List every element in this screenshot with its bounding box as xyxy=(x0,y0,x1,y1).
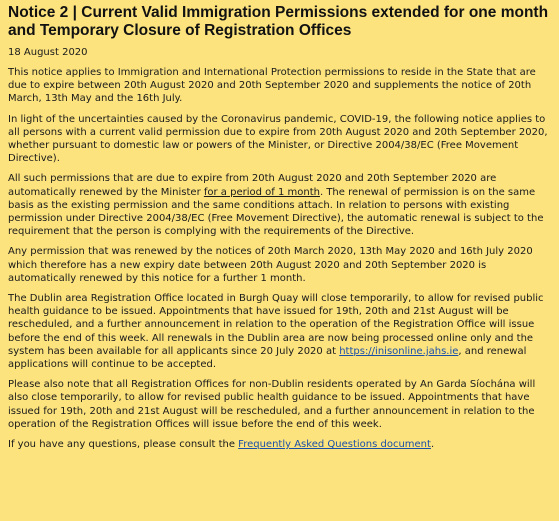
paragraph-questions xyxy=(8,438,551,451)
paragraph-scope: This notice applies to Immigration and International Protection permissions to reside in the State that are due to expire between 20th August 2020 and 20th September 2020 and supplements the notice of 20th March, 13th May and the 16th July. xyxy=(8,67,536,105)
paragraph-previous-renewals: Any permission that was renewed by the notices of 20th March 2020, 13th May 2020 and 16th July 2020 which therefore has a new expiry date between 20th August 2020 and 20th September 2020 is automatically renewed by this notice for a further 1 month. xyxy=(8,246,533,284)
dublin-text-start: The Dublin area Registration Office located in Burgh Quay will close temporarily, to allow for revised public health guidance to be issued. Appointments that have issued for 19th, 20th and 21st August will be rescheduled, and a further announcement in relation to the operation of the Registration Office will issue before the end of this week. All renewals in the Dublin area are now being processed online only and the system has been available for all applicants since 20 July 2020 at xyxy=(8,293,544,357)
questions-text-start: If you have any questions, please consult the xyxy=(8,439,239,451)
questions-text-end: . xyxy=(430,439,435,451)
paragraph-covid: In light of the uncertainties caused by the Coronavirus pandemic, COVID-19, the following notice applies to all persons with a current valid permission due to expire from 20th August 2020 and 20th September 2020, whether pursuant to domestic law or powers of the Minister, or Directive 2004/38/EC (Free Movement Directive). xyxy=(8,113,548,165)
paragraph-garda-offices: Please also note that all Registration Offices for non-Dublin residents operated by An Garda Síochána will also close temporarily, to allow for revised public health guidance to be issued. Appointments that have issued for 19th, 20th and 21st August will be rescheduled, and a further announcement in relation to the operation of the Registration Offices will issue before the end of this week. xyxy=(8,379,536,430)
dublin-text-end: , and renewal applications will continue to be accepted. xyxy=(8,345,527,371)
renewal-period-underlined: for a period of 1 month xyxy=(203,186,320,198)
notice-date: 18 August 2020 xyxy=(8,47,88,58)
inis-online-link[interactable]: https://inisonline.jahs.ie xyxy=(339,345,459,357)
notice-title: Notice 2 | Current Valid Immigration Permissions extended for one month and Temporary Closure of Registration Offices xyxy=(8,4,549,39)
renewal-text-end: . The renewal of permission is on the same basis as the existing permission and the same conditions attach. In relation to persons with existing permission under Directive 2004/38/EC (Free Movement Directive), the automatic renewal is subject to the requirement that the person is complying with the requirements of the Directive. xyxy=(8,186,544,238)
renewal-text-start: All such permissions that are due to expire from 20th August 2020 and 20th September 2020 are automatically renewed by the Minister xyxy=(8,173,497,198)
faq-document-link[interactable]: Frequently Asked Questions document xyxy=(238,439,431,451)
paragraph-dublin-office xyxy=(8,292,551,371)
paragraph-automatic-renewal xyxy=(8,172,551,238)
